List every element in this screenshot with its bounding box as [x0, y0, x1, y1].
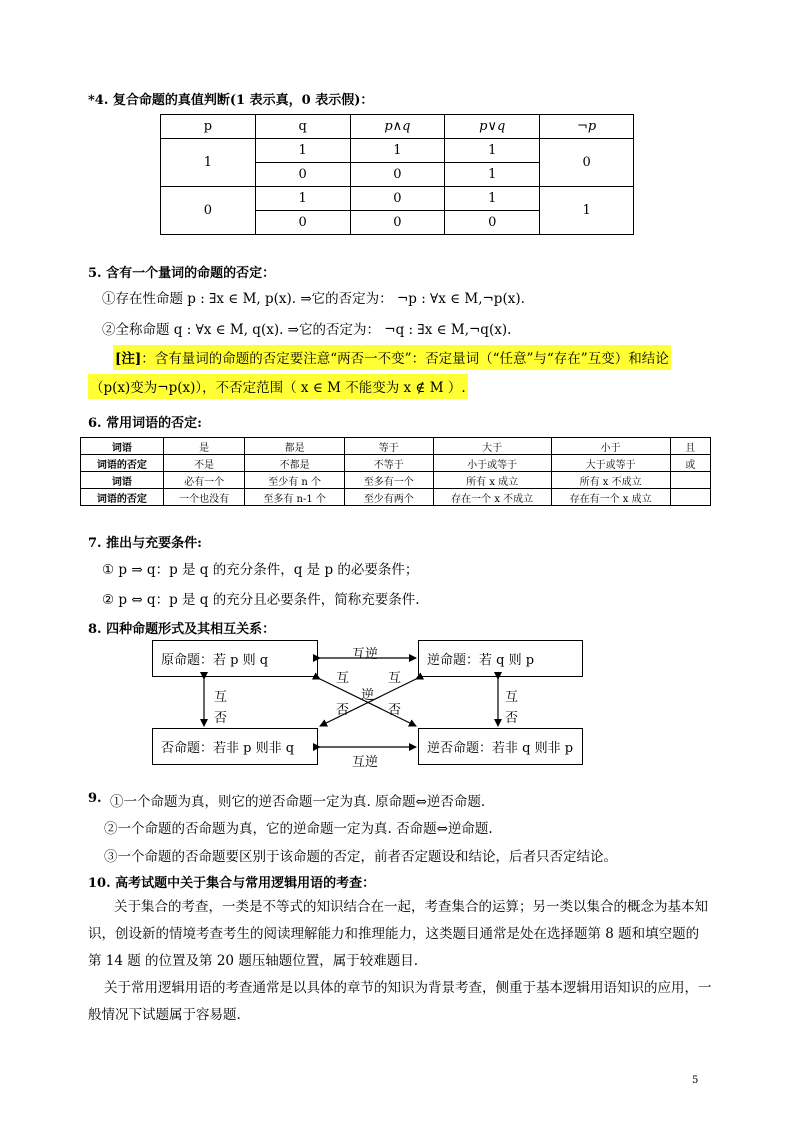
word-table-cell: 词语的否定 [81, 455, 164, 472]
word-table-cell: 至少有两个 [344, 489, 433, 506]
section-4-heading: *4. 复合命题的真值判断(1 表示真，0 表示假)： [88, 93, 374, 108]
necessary-sufficient-line: ② p ⇔ q：p 是 q 的充分且必要条件，简称充要条件. [102, 592, 420, 608]
cross-label-3: 逆 [361, 688, 375, 703]
contrapositive-proposition-box: 逆否命题：若非 q 则非 p [418, 728, 583, 765]
section-10-heading: 10. 高考试题中关于集合与常用逻辑用语的考查： [88, 876, 376, 891]
cross-label-2: 互 [388, 671, 402, 686]
word-table-cell: 小于或等于 [433, 455, 551, 472]
section-7-heading: 7. 推出与充要条件: [88, 536, 202, 551]
truth-table-cell: 1 [540, 187, 634, 235]
truth-table-cell: 0 [350, 163, 445, 187]
word-table-cell: 是 [163, 438, 245, 455]
left-relation-label-1: 互 [214, 690, 228, 705]
section-6-heading: 6. 常用词语的否定: [88, 416, 202, 431]
word-table-cell: 大于或等于 [551, 455, 670, 472]
truth-table-cell: 1 [161, 139, 256, 187]
section-9-number: 9. [88, 791, 102, 806]
truth-table-cell: 0 [540, 139, 634, 187]
word-table-cell: 至多有 n-1 个 [245, 489, 344, 506]
right-relation-label-2: 否 [505, 711, 519, 726]
word-table-cell: 小于 [551, 438, 670, 455]
word-table-cell: 词语 [81, 438, 164, 455]
note-label: [注] [115, 351, 142, 367]
cross-label-5: 否 [388, 703, 402, 718]
section-5-heading: 5. 含有一个量词的命题的否定： [88, 266, 276, 281]
word-table-cell: 一个也没有 [163, 489, 245, 506]
truth-table-cell: 1 [350, 139, 445, 163]
word-table-cell: 必有一个 [163, 472, 245, 489]
word-table-cell: 存在有一个 x 成立 [551, 489, 670, 506]
word-table-cell: 所有 x 不成立 [551, 472, 670, 489]
word-table-cell: 或 [670, 455, 710, 472]
word-table-cell: 至多有一个 [344, 472, 433, 489]
truth-table-header: q [255, 115, 350, 139]
word-table-cell: 不等于 [344, 455, 433, 472]
truth-table-cell: 1 [445, 163, 540, 187]
word-table-cell: 都是 [245, 438, 344, 455]
cross-label-4: 否 [336, 703, 350, 718]
page-number: 5 [692, 1075, 699, 1086]
truth-table-cell: 0 [445, 211, 540, 235]
truth-table-cell: 0 [350, 187, 445, 211]
bottom-relation-label: 互逆 [352, 755, 379, 770]
section-10-paragraph-2: 关于常用逻辑用语的考查通常是以具体的章节的知识为背景考查，侧重于基本逻辑用语知识的应用，一般情况下试题属于容易题. [88, 980, 712, 1023]
truth-table-cell: 0 [350, 211, 445, 235]
truth-table-cell: 1 [445, 187, 540, 211]
truth-table-header: ¬p [540, 115, 634, 139]
truth-table-header: p∧q [350, 115, 445, 139]
section-8-heading: 8. 四种命题形式及其相互关系： [88, 622, 276, 637]
word-table-cell: 且 [670, 438, 710, 455]
word-table-cell: 不都是 [245, 455, 344, 472]
word-table-cell: 等于 [344, 438, 433, 455]
word-table-cell: 词语 [81, 472, 164, 489]
inverse-proposition-box: 否命题：若非 p 则非 q [152, 728, 318, 765]
existential-negation-line: ①存在性命题 p : ∃x ∈ M, p(x). ⇒它的否定为： ¬p : ∀x ∈ M,¬p(x). [102, 291, 525, 307]
section-9-line-3: ③一个命题的否命题要区别于该命题的否定，前者否定题设和结论，后者只否定结论。 [104, 849, 617, 865]
truth-table-cell: 0 [255, 211, 350, 235]
sufficient-condition-line: ① p ⇒ q：p 是 q 的充分条件，q 是 p 的必要条件； [102, 562, 419, 578]
truth-table-header: p [161, 115, 256, 139]
truth-table-cell: 0 [161, 187, 256, 235]
truth-table-cell: 1 [255, 139, 350, 163]
cross-label-1: 互 [336, 671, 350, 686]
note-line-2: （p(x)变为¬p(x)），不否定范围（ x ∈ M 不能变为 x ∉ M ）. [88, 374, 468, 399]
section-9-line-1: ①一个命题为真，则它的逆否命题一定为真. 原命题⇔逆否命题. [110, 794, 486, 810]
left-relation-label-2: 否 [214, 711, 228, 726]
truth-table-cell: 0 [255, 163, 350, 187]
truth-table-header: p∨q [445, 115, 540, 139]
right-relation-label-1: 互 [505, 690, 519, 705]
section-9-line-2: ②一个命题的否命题为真，它的逆命题一定为真. 否命题⇔逆命题. [104, 821, 493, 837]
word-table-cell: 词语的否定 [81, 489, 164, 506]
universal-negation-line: ②全称命题 q : ∀x ∈ M, q(x). ⇒它的否定为： ¬q : ∃x ∈ M,¬q(x). [102, 322, 512, 338]
section-10-paragraph-1: 关于集合的考查，一类是不等式的知识结合在一起，考查集合的运算；另一类以集合的概念为基本知识，创设新的情境考查考生的阅读理解能力和推理能力，这类题目通常是处在选择题第 8 题和填空题的第 14 题 的位置及第 20 题压轴题位置，属于较难题目. [88, 899, 708, 969]
truth-table-cell: 1 [255, 187, 350, 211]
truth-table-cell: 1 [445, 139, 540, 163]
word-table-cell: 存在一个 x 不成立 [433, 489, 551, 506]
word-table-cell: 所有 x 成立 [433, 472, 551, 489]
note-text-1: ：含有量词的命题的否定要注意“两否一不变”：否定量词（“任意”与“存在”互变）和结论 [141, 351, 669, 367]
word-table-cell: 至少有 n 个 [245, 472, 344, 489]
top-relation-label: 互逆 [352, 647, 379, 662]
word-table-cell: 不是 [163, 455, 245, 472]
original-proposition-box: 原命题：若 p 则 q [152, 640, 318, 677]
word-table-cell: 大于 [433, 438, 551, 455]
converse-proposition-box: 逆命题：若 q 则 p [418, 640, 583, 677]
